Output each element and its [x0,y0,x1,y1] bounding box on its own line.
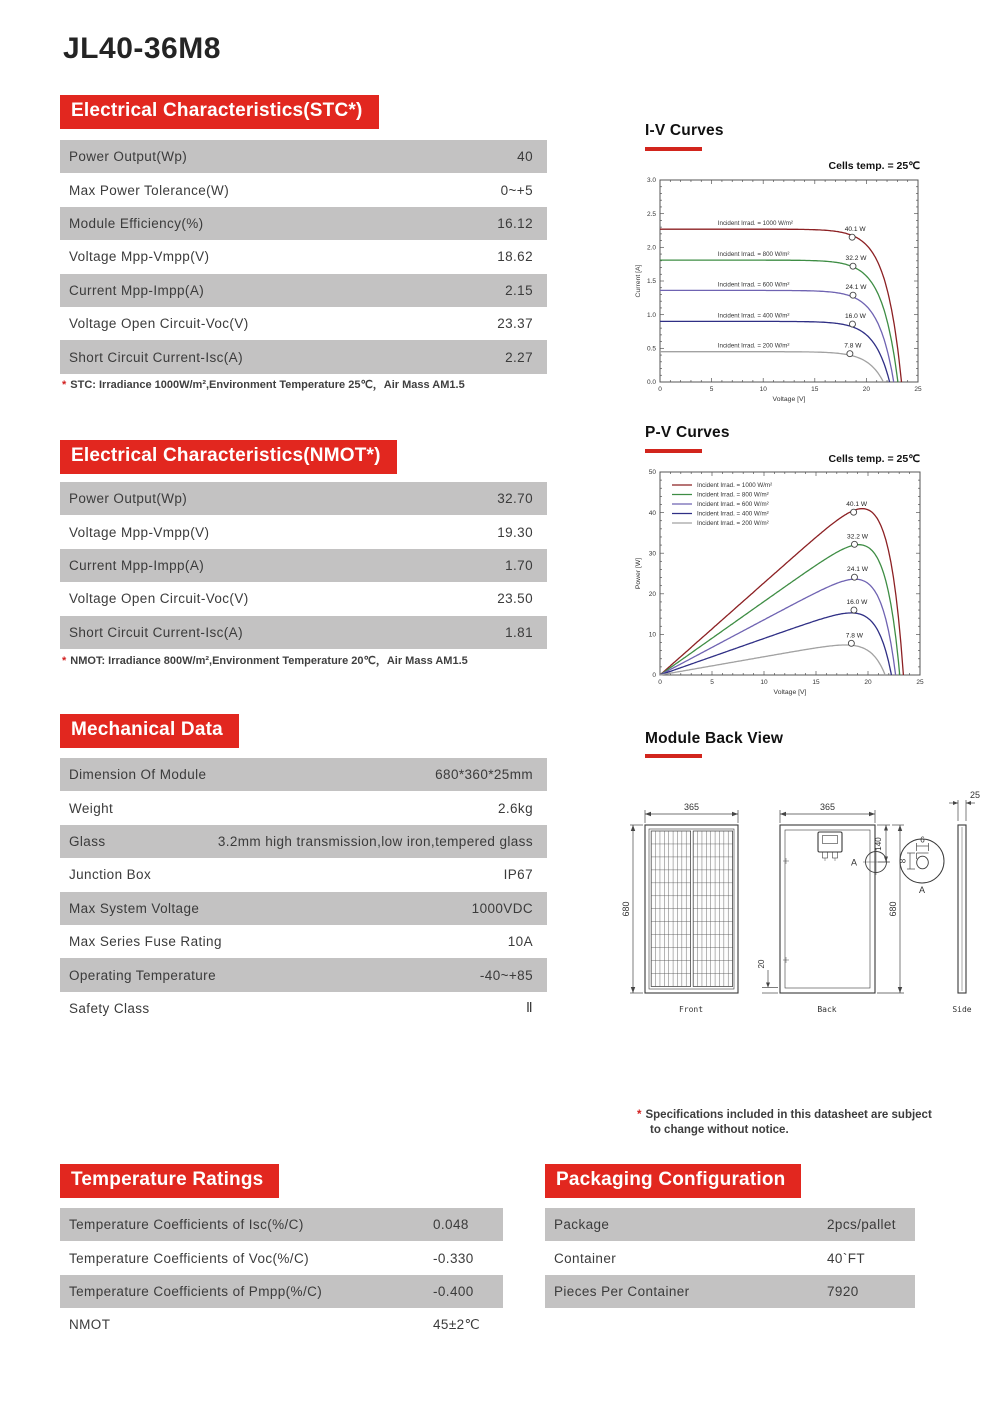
x-tick-label: 0 [658,679,662,686]
row-label: Dimension Of Module [69,767,207,783]
row-label: Max System Voltage [69,900,200,916]
hole-width-dim: 6 [920,835,925,845]
mpp-marker [849,321,855,327]
y-tick-label: 0.5 [646,345,656,353]
row-value: 7920 [827,1283,859,1299]
x-tick-label: 25 [914,386,922,393]
x-tick-label: 5 [710,679,714,686]
mpp-label: 24.1 W [845,284,867,292]
legend-label: Incident Irrad. = 600 W/m² [697,501,769,509]
row-value: 2pcs/pallet [827,1217,896,1233]
row-label: Operating Temperature [69,967,216,983]
y-tick-label: 3.0 [646,177,656,185]
mpp-label: 40.1 W [844,226,866,234]
x-tick-label: 20 [864,679,872,686]
legend-label: Incident Irrad. = 1000 W/m² [697,482,773,490]
x-tick-label: 20 [862,386,871,393]
mpp-label: 16.0 W [846,599,868,607]
series-curve [660,290,894,382]
table-row [60,892,547,925]
table-row [60,515,547,548]
row-label: Safety Class [69,1000,150,1016]
mbv-title-underline [645,754,702,758]
y-axis-label: Current [A] [635,264,642,298]
hole-height-dim: 8 [898,858,908,864]
mpp-label: 32.2 W [847,533,868,541]
stc-table [60,140,547,374]
row-label: Temperature Coefficients of Pmpp(%/C) [69,1283,323,1299]
row-label: Package [554,1217,610,1233]
series-inline-label: Incident Irrad. = 1000 W/m² [717,220,793,228]
row-label: Module Efficiency(%) [69,215,204,231]
mpp-marker [850,292,856,298]
section-header-packaging: Packaging Configuration [545,1164,801,1198]
section-header-nmot: Electrical Characteristics(NMOT*) [60,440,397,474]
nmot-table [60,482,547,649]
row-value: IP67 [503,867,533,883]
row-label: Weight [69,800,114,816]
footnote-asterisk: * [637,1109,642,1121]
table-row [60,482,547,515]
section-header-temperature: Temperature Ratings [60,1164,279,1198]
row-label: Container [554,1250,617,1266]
table-row [60,616,547,649]
y-tick-label: 0.0 [646,379,656,387]
series-inline-label: Incident Irrad. = 400 W/m² [717,312,790,320]
mpp-marker [851,541,857,547]
stc-footnote-text: STC: Irradiance 1000W/m²,Environment Temperature 25℃，Air Mass AM1.5 [70,379,465,391]
y-tick-label: 2.0 [646,244,656,252]
callout-label-a: A [850,857,858,868]
row-label: Short Circuit Current-Isc(A) [69,624,243,640]
side-view [949,790,980,1014]
row-value: -40~+85 [479,967,533,983]
row-value: -0.330 [433,1250,474,1266]
pv-curves-chart [630,452,975,702]
row-value: 32.70 [497,491,533,507]
row-value: -0.400 [433,1283,474,1299]
back-width-dim: 365 [819,802,836,812]
table-row [60,582,547,615]
row-label: Voltage Mpp-Vmpp(V) [69,524,210,540]
table-row [60,1275,503,1308]
temperature-table [60,1208,503,1342]
mpp-marker [849,234,855,240]
module-back-view-title: Module Back View [645,730,784,747]
legend-label: Incident Irrad. = 400 W/m² [697,510,769,518]
row-label: Power Output(Wp) [69,491,188,507]
table-row [60,140,547,173]
iv-cells-temp-label: Cells temp. = 25℃ [828,160,920,172]
table-row [60,992,547,1025]
row-value: 23.37 [497,316,533,332]
table-row [60,173,547,206]
front-view-label: Front [678,1005,704,1014]
row-label: Voltage Open Circuit-Voc(V) [69,591,249,607]
jbox-offset-dim: 140 [874,837,883,851]
detail-a [899,836,945,896]
mpp-label: 7.8 W [844,342,862,350]
row-value: 40 [517,149,533,165]
pv-curves-title: P-V Curves [645,424,730,441]
row-value: 1000VDC [471,900,533,916]
x-axis-label: Voltage [V] [772,396,806,403]
table-row [545,1275,915,1308]
legend-label: Incident Irrad. = 800 W/m² [697,491,769,499]
row-label: Power Output(Wp) [69,149,188,165]
row-label: Voltage Open Circuit-Voc(V) [69,316,249,332]
front-height-dim: 680 [621,901,631,917]
table-row [60,958,547,991]
back-view-label: Back [817,1005,837,1014]
table-row [60,858,547,891]
series-inline-label: Incident Irrad. = 200 W/m² [717,342,790,350]
y-tick-label: 20 [648,591,656,598]
mpp-marker [848,640,854,646]
footnote-asterisk: * [62,655,67,667]
y-tick-label: 50 [648,469,656,477]
mpp-marker [851,509,857,515]
module-views-diagram [620,765,1000,1030]
mpp-label: 40.1 W [846,501,868,509]
y-axis-label: Power [W] [635,557,642,590]
row-label: Pieces Per Container [554,1283,690,1299]
series-inline-label: Incident Irrad. = 800 W/m² [717,251,790,259]
row-value: 2.27 [505,349,533,365]
table-row [60,791,547,824]
row-value: 1.70 [505,557,533,573]
row-value: 2.6kg [497,800,533,816]
table-row [60,274,547,307]
y-tick-label: 0 [652,672,656,680]
nmot-footnote-text: NMOT: Irradiance 800W/m²,Environment Temperature 20℃，Air Mass AM1.5 [70,655,468,667]
side-view-label: Side [952,1005,972,1014]
row-value: 23.50 [497,591,533,607]
row-label: Glass [69,833,106,849]
row-value: 10A [507,934,533,950]
y-tick-label: 30 [648,550,656,558]
mechanical-table [60,758,547,1025]
mpp-label: 32.2 W [845,255,867,263]
front-width-dim: 365 [683,802,700,812]
table-row [60,825,547,858]
table-row [60,340,547,373]
y-tick-label: 2.5 [646,210,656,218]
x-axis-label: Voltage [V] [773,689,807,696]
y-tick-label: 40 [648,509,656,517]
iv-curves-title: I-V Curves [645,122,724,139]
x-tick-label: 5 [709,386,714,393]
back-height-dim: 680 [888,901,898,917]
series-inline-label: Incident Irrad. = 600 W/m² [717,281,790,289]
side-thickness-dim: 25 [970,790,981,800]
mpp-label: 24.1 W [847,566,868,574]
table-row [60,240,547,273]
section-header-stc: Electrical Characteristics(STC*) [60,95,379,129]
row-value: 1.81 [505,624,533,640]
row-value: 3.2mm high transmission,low iron,tempered glass [217,833,533,849]
mpp-label: 16.0 W [845,313,866,321]
row-value: 0.048 [433,1217,469,1233]
back-view [757,802,904,1014]
bottom-offset-dim: 20 [757,959,766,969]
mpp-label: 7.8 W [845,632,863,640]
row-label: Voltage Mpp-Vmpp(V) [69,249,210,265]
row-value: 0~+5 [500,182,533,198]
table-row [60,207,547,240]
iv-curves-chart [630,150,965,406]
front-view [621,802,738,1014]
table-row [60,549,547,582]
nmot-footnote [62,652,468,668]
row-label: Short Circuit Current-Isc(A) [69,349,243,365]
mpp-marker [850,263,856,269]
row-value: Ⅱ [525,1000,533,1016]
row-label: Temperature Coefficients of Isc(%/C) [69,1217,304,1233]
y-tick-label: 1.5 [646,278,656,286]
table-row [60,307,547,340]
row-label: Current Mpp-Impp(A) [69,557,205,573]
y-tick-label: 10 [648,631,656,639]
row-value: 40`FT [827,1250,866,1266]
table-row [60,1208,503,1241]
packaging-table [545,1208,915,1308]
footnote-asterisk: * [62,379,67,391]
row-label: Junction Box [69,867,152,883]
mpp-marker [851,574,857,580]
spec-note-line1: Specifications included in this datasheet are subject [645,1109,932,1121]
section-header-mechanical: Mechanical Data [60,714,239,748]
table-row [60,1308,503,1341]
y-tick-label: 1.0 [646,311,656,319]
row-value: 19.30 [497,524,533,540]
row-label: Max Power Tolerance(W) [69,182,230,198]
table-row [545,1241,915,1274]
x-tick-label: 15 [811,386,819,393]
x-tick-label: 15 [812,679,820,686]
row-value: 680*360*25mm [435,767,533,783]
series-curve [660,579,896,675]
stc-footnote [62,376,465,392]
spec-change-note [637,1108,937,1138]
row-label: Current Mpp-Impp(A) [69,282,205,298]
page-title: JL40-36M8 [63,32,221,65]
row-value: 2.15 [505,282,533,298]
table-row [545,1208,915,1241]
row-label: Max Series Fuse Rating [69,934,222,950]
series-curve [660,645,885,675]
x-tick-label: 25 [916,679,924,686]
table-row [60,758,547,791]
x-tick-label: 10 [760,679,768,686]
x-tick-label: 0 [658,386,662,393]
row-label: Temperature Coefficients of Voc(%/C) [69,1250,309,1266]
row-value: 16.12 [497,215,533,231]
x-tick-label: 10 [759,386,767,393]
mpp-marker [851,607,857,613]
row-value: 45±2℃ [433,1316,481,1332]
legend-label: Incident Irrad. = 200 W/m² [697,520,769,528]
detail-label-a: A [918,885,926,895]
row-label: NMOT [69,1317,111,1333]
mpp-marker [847,351,853,357]
spec-note-line2: to change without notice. [650,1123,789,1136]
row-value: 18.62 [497,249,533,265]
table-row [60,925,547,958]
pv-cells-temp-label: Cells temp. = 25℃ [828,453,920,465]
table-row [60,1241,503,1274]
